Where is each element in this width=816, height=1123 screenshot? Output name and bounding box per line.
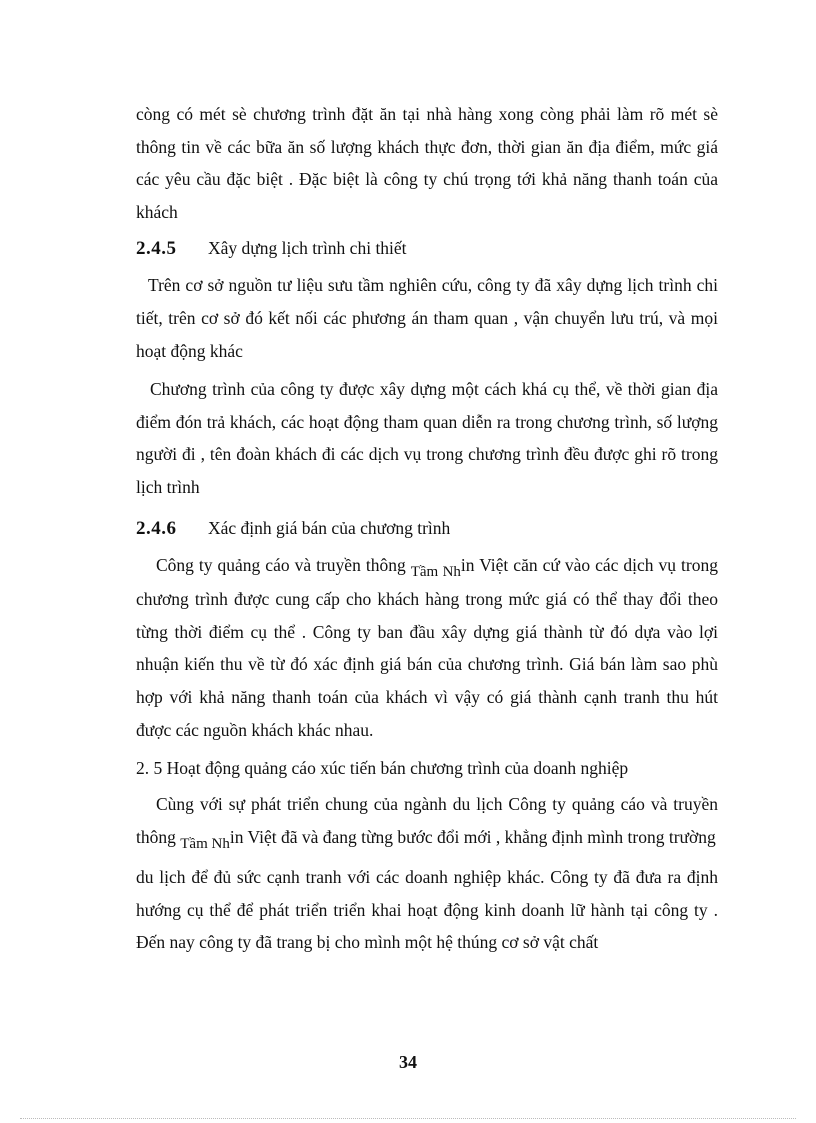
section-title: Xác định giá bán của chương trình — [208, 517, 451, 538]
section-number: 2.4.6 — [136, 517, 177, 539]
paragraph-itinerary-basis: Trên cơ sở nguồn tư liệu sưu tầm nghiên cứu, công ty đã xây dựng lịch trình chi tiết, trên cơ sở đó kết nối các phương án tham quan , vận chuyển lưu trú, và mọi hoạt động khác — [136, 275, 718, 361]
page-content — [136, 98, 718, 959]
paragraph-lead-text: Cùng với sự phát triển chung của ngành du lịch Công ty quảng cáo và truyền thông — [136, 794, 718, 847]
paragraph-dining-arrangements: còng có mét sè chương trình đặt ăn tại nhà hàng xong còng phải làm rõ mét sè thông tin về các bữa ăn số lượng khách thực đơn, thời gian ăn địa điểm, mức giá các yêu cầu đặc biệt . Đặc biệt là công ty chú trọng tới khả năng thanh toán của khách — [136, 104, 718, 222]
section-heading-2-4-6 — [136, 512, 718, 545]
paragraph-itinerary-details: Chương trình của công ty được xây dựng một cách khá cụ thể, về thời gian địa điểm đón trả khách, các hoạt động tham quan diễn ra trong chương trình, số lượng người đi , tên đoàn khách đi các dịch vụ trong chương trình đều được ghi rõ trong lịch trình — [136, 379, 718, 497]
page-number: 34 — [399, 1052, 417, 1072]
paragraph-lead-text: Công ty quảng cáo và truyền thông — [156, 554, 406, 575]
paragraph-rest-text: in Việt căn cứ vào các dịch vụ trong chương trình được cung cấp cho khách hàng trong mức giá có thể thay đổi theo từng thời điểm cụ thể . Công ty ban đầu xây dựng giá thành từ đó dựa vào lợi nhuận kiến thu về từ đó xác định giá bán của chương trình. Giá bán làm sao phù hợp với khả năng thanh toán của khách vì vậy có giá thành cạnh tranh thu hút được các nguồn khách khác nhau. — [136, 554, 718, 740]
section-number: 2.4.5 — [136, 238, 177, 260]
company-name-fragment: Tầm Nh — [180, 835, 230, 852]
footer-divider — [20, 1118, 796, 1119]
section-heading-2-5: 2. 5 Hoạt động quảng cáo xúc tiến bán chương trình của doanh nghiệp — [136, 758, 629, 779]
paragraph-tourism-development: du lịch để đủ sức cạnh tranh với các doanh nghiệp khác. Công ty đã đưa ra định hướng cụ thể để phát triển triển khai hoạt động kinh doanh lữ hành tại công ty . Đến nay công ty đã trang bị cho mình một hệ thúng cơ sở vật chất — [136, 867, 718, 953]
paragraph-promotion-intro — [136, 788, 718, 855]
paragraph-rest-text: in Việt đã và đang từng bước đổi mới , khẳng định mình trong trường — [229, 826, 716, 847]
section-title: Xây dựng lịch trình chi thiết — [208, 238, 407, 259]
section-heading-2-4-5 — [136, 232, 718, 265]
paragraph-pricing — [136, 549, 718, 747]
company-name-fragment: Tầm Nh — [410, 563, 461, 580]
